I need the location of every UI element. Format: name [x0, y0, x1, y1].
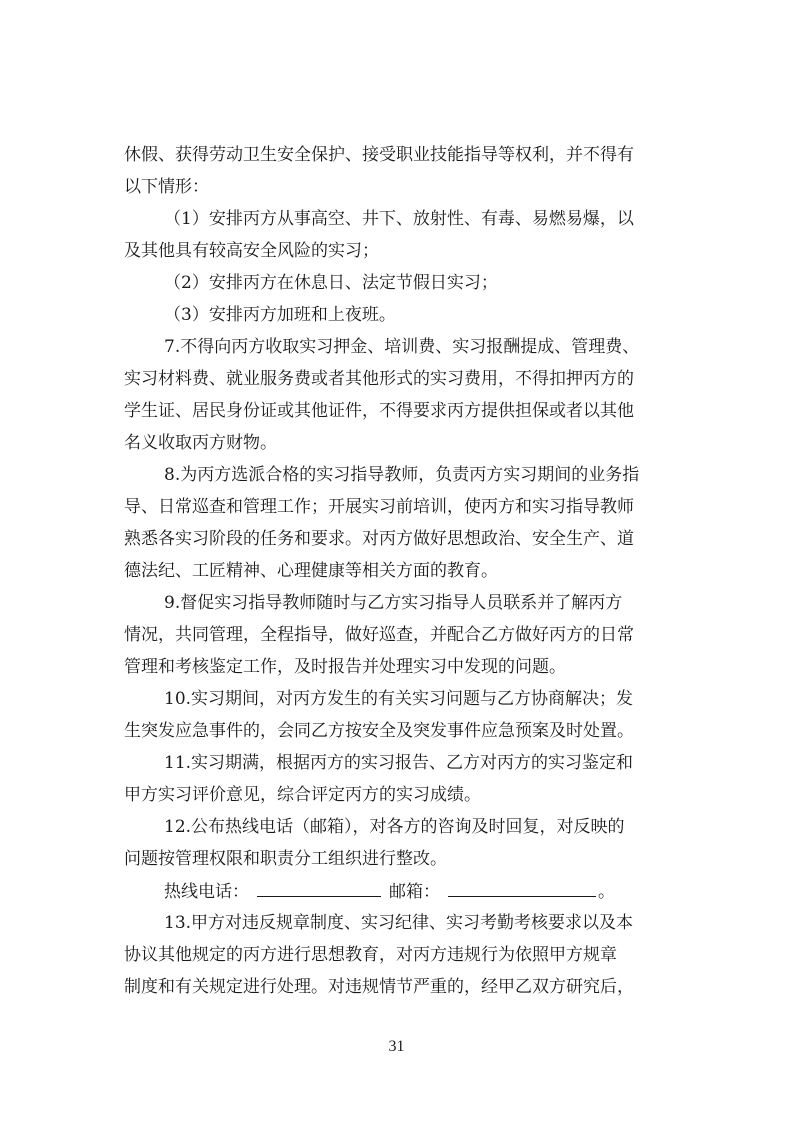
clause-13-start: 13.甲方对违反规章制度、实习纪律、实习考勤考核要求以及本	[164, 913, 634, 933]
text-line: 德法纪、工匠精神、心理健康等相关方面的教育。	[124, 561, 498, 581]
text-line: 问题按管理权限和职责分工组织进行整改。	[124, 849, 447, 869]
clause-10-start: 10.实习期间，对丙方发生的有关实习问题与乙方协商解决；发	[164, 689, 634, 709]
hotline-row	[164, 880, 684, 902]
clause-12-start: 12.公布热线电话（邮箱），对各方的咨询及时回复，对反映的	[164, 817, 625, 837]
text-line: 生突发应急事件的，会同乙方按安全及突发事件应急预案及时处置。	[124, 721, 634, 741]
clause-7-start: 7.不得向丙方收取实习押金、培训费、实习报酬提成、管理费、	[164, 337, 640, 357]
text-line: 制度和有关规定进行处理。对违规情节严重的，经甲乙双方研究后，	[124, 977, 634, 997]
text-line: 情况，共同管理，全程指导，做好巡查，并配合乙方做好丙方的日常	[124, 625, 634, 645]
list-item-text: （1）安排丙方从事高空、井下、放射性、有毒、易燃易爆，以	[164, 209, 634, 229]
hotline-email-label: 邮箱：	[389, 882, 440, 902]
hotline-phone-label: 热线电话：	[164, 882, 249, 902]
text-line: 实习材料费、就业服务费或者其他形式的实习费用，不得扣押丙方的	[124, 369, 634, 389]
text-line: 协议其他规定的丙方进行思想教育，对丙方违规行为依照甲方规章	[124, 945, 617, 965]
hotline-email-blank	[448, 880, 596, 897]
text-line: 以下情形：	[124, 177, 209, 197]
clause-8-start: 8.为丙方选派合格的实习指导教师，负责丙方实习期间的业务指	[164, 465, 640, 485]
text-line: 熟悉各实习阶段的任务和要求。对丙方做好思想政治、安全生产、道	[124, 529, 634, 549]
text-line: 休假、获得劳动卫生安全保护、接受职业技能指导等权利，并不得有	[124, 145, 634, 165]
text-line: 及其他具有较高安全风险的实习；	[124, 241, 379, 261]
clause-9-start: 9.督促实习指导教师随时与乙方实习指导人员联系并了解丙方	[164, 593, 623, 613]
text-line: 学生证、居民身份证或其他证件，不得要求丙方提供担保或者以其他	[124, 401, 634, 421]
hotline-phone-blank	[257, 880, 381, 897]
text-line: 导、日常巡查和管理工作；开展实习前培训，使丙方和实习指导教师	[124, 497, 634, 517]
list-item-text: （3）安排丙方加班和上夜班。	[164, 305, 396, 325]
page-number: 31	[388, 1038, 405, 1055]
list-item-text: （2）安排丙方在休息日、法定节假日实习；	[164, 273, 498, 293]
text-line: 管理和考核鉴定工作，及时报告并处理实习中发现的问题。	[124, 657, 566, 677]
clause-11-start: 11.实习期满，根据丙方的实习报告、乙方对丙方的实习鉴定和	[164, 753, 634, 773]
hotline-end-mark: 。	[598, 882, 615, 902]
text-line: 名义收取丙方财物。	[124, 433, 277, 453]
text-line: 甲方实习评价意见，综合评定丙方的实习成绩。	[124, 785, 481, 805]
